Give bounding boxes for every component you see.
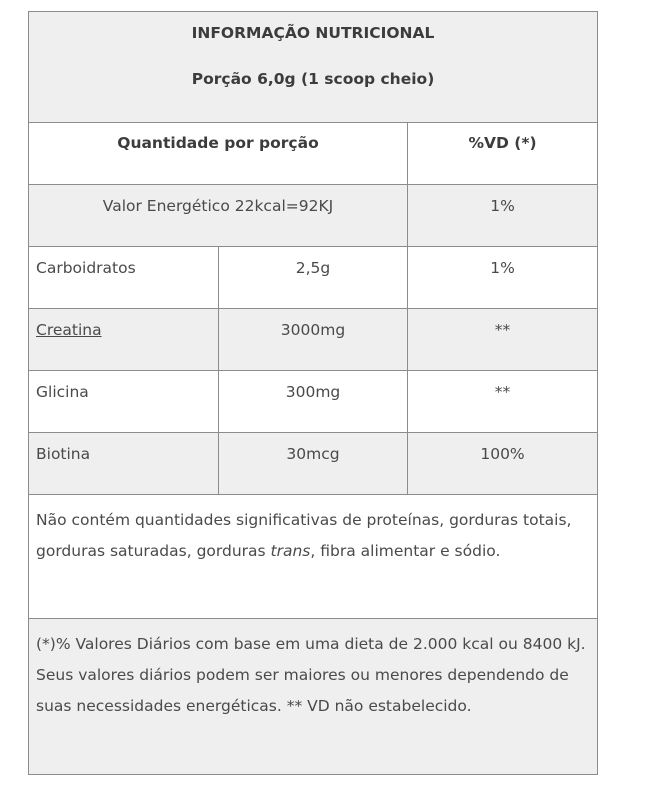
creatina-link[interactable]: Creatina [36,321,102,339]
nutrient-amount: 30mcg [286,445,340,463]
nutrient-name: Carboidratos [36,259,136,277]
nutrient-amount: 2,5g [295,259,331,277]
dv-header: %VD (*) [468,134,537,152]
nutrient-name: Biotina [36,445,91,463]
daily-values-note-cell [29,619,598,775]
energy-dv-cell [408,185,598,247]
table-row [29,309,598,371]
table-title-cell [29,12,598,123]
energy-cell [29,185,408,247]
table-row [29,433,598,495]
table-title: INFORMAÇÃO NUTRICIONAL [191,24,435,42]
amount-header-cell [29,123,408,185]
table-row [29,371,598,433]
daily-values-note: (*)% Valores Diários com base em uma dieta de 2.000 kcal ou 8400 kJ. Seus valores diários podem ser maiores ou menores dependendo de suas necessidades energéticas. ** VD não estabelecido. [36,635,586,715]
amount-header: Quantidade por porção [117,134,319,152]
nutrient-dv: ** [494,383,511,401]
no-significant-note-cell [29,495,598,619]
table-row [29,185,598,247]
dv-header-cell [408,123,598,185]
serving-size: Porção 6,0g (1 scoop cheio) [191,70,435,88]
no-significant-note: Não contém quantidades significativas de proteínas, gorduras totais, gorduras saturadas, gorduras trans, fibra alimentar e sódio. [36,511,572,560]
energy-label: Valor Energético 22kcal=92KJ [102,197,334,215]
nutrient-name: Glicina [36,383,89,401]
nutrient-amount: 300mg [285,383,341,401]
nutrient-dv: 100% [480,445,525,463]
nutrient-dv: 1% [490,259,515,277]
nutrition-facts-table [28,11,598,775]
table-row [29,247,598,309]
nutrient-dv: ** [494,321,511,339]
energy-dv: 1% [490,197,515,215]
nutrient-amount: 3000mg [280,321,346,339]
